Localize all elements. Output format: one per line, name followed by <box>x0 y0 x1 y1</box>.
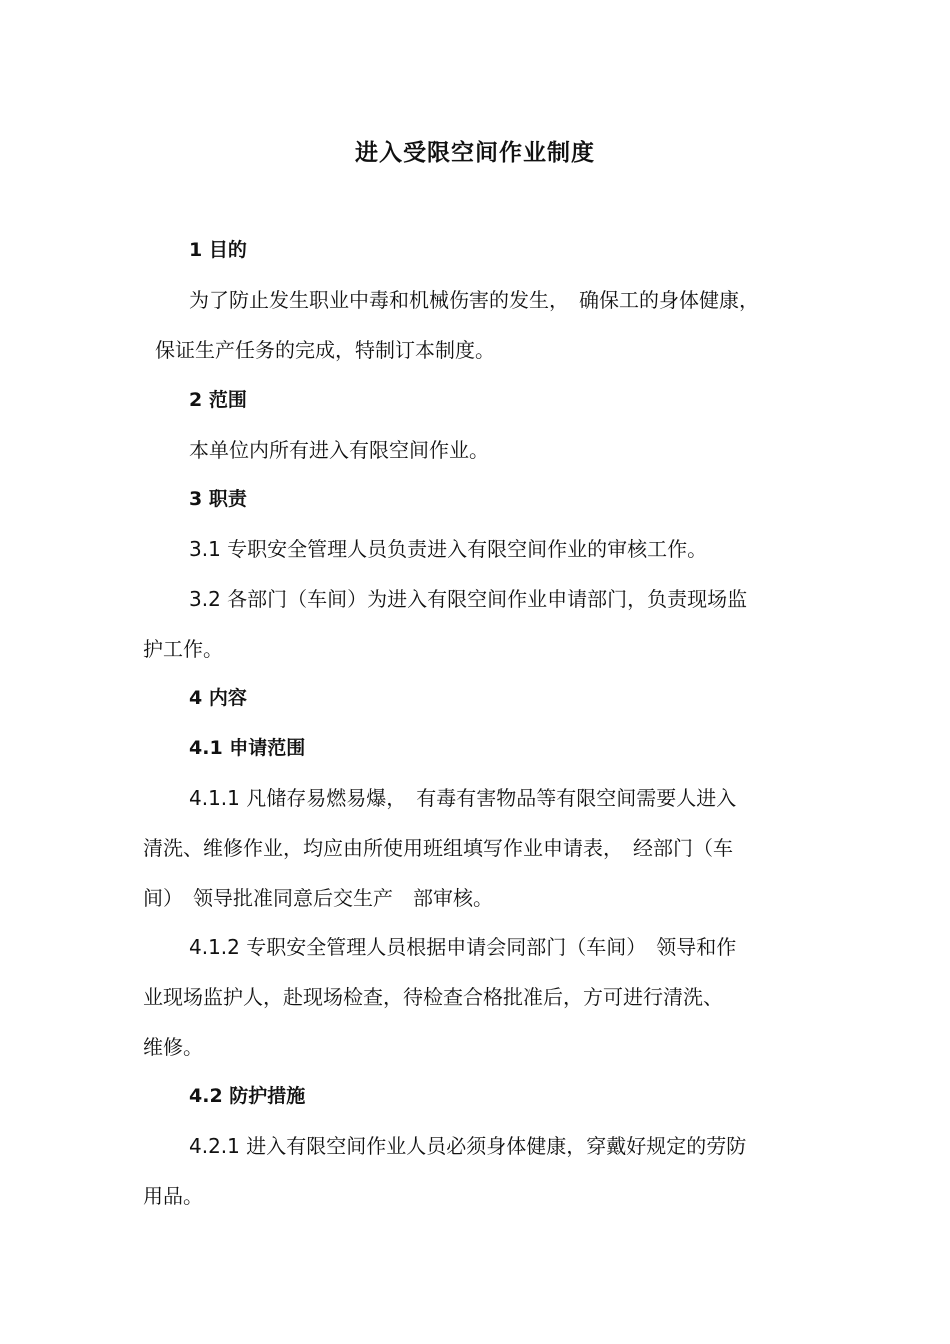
paragraph-line: 4.1.2 专职安全管理人员根据申请会同部门（车间） 领导和作 <box>189 935 737 959</box>
document-title: 进入受限空间作业制度 <box>355 140 595 166</box>
section-heading-purpose: 1 目的 <box>189 239 247 261</box>
section-heading-content: 4 内容 <box>189 687 247 709</box>
paragraph-line: 4.2.1 进入有限空间作业人员必须身体健康，穿戴好规定的劳防 <box>189 1134 747 1158</box>
paragraph-line: 维修。 <box>143 1035 203 1059</box>
paragraph-line: 为了防止发生职业中毒和机械伤害的发生， 确保工的身体健康， <box>189 288 759 312</box>
paragraph-line: 4.1.1 凡储存易燃易爆， 有毒有害物品等有限空间需要人进入 <box>189 786 737 810</box>
paragraph-line: 用品。 <box>143 1184 203 1208</box>
paragraph-line: 清洗、维修作业，均应由所使用班组填写作业申请表， 经部门（车 <box>143 836 733 860</box>
subsection-heading-application-scope: 4.1 申请范围 <box>189 737 306 759</box>
paragraph-line: 业现场监护人，赴现场检查，待检查合格批准后，方可进行清洗、 <box>143 985 723 1009</box>
section-heading-scope: 2 范围 <box>189 389 247 411</box>
paragraph-line: 间） 领导批准同意后交生产 部审核。 <box>143 886 493 910</box>
paragraph-line: 3.1 专职安全管理人员负责进入有限空间作业的审核工作。 <box>189 537 708 561</box>
subsection-heading-protective-measures: 4.2 防护措施 <box>189 1085 306 1107</box>
paragraph-line: 本单位内所有进入有限空间作业。 <box>189 438 489 462</box>
paragraph-line: 3.2 各部门（车间）为进入有限空间作业申请部门，负责现场监 <box>189 587 748 611</box>
paragraph-line: 护工作。 <box>143 637 223 661</box>
section-heading-duties: 3 职责 <box>189 488 247 510</box>
paragraph-line: 保证生产任务的完成，特制订本制度。 <box>155 338 495 362</box>
